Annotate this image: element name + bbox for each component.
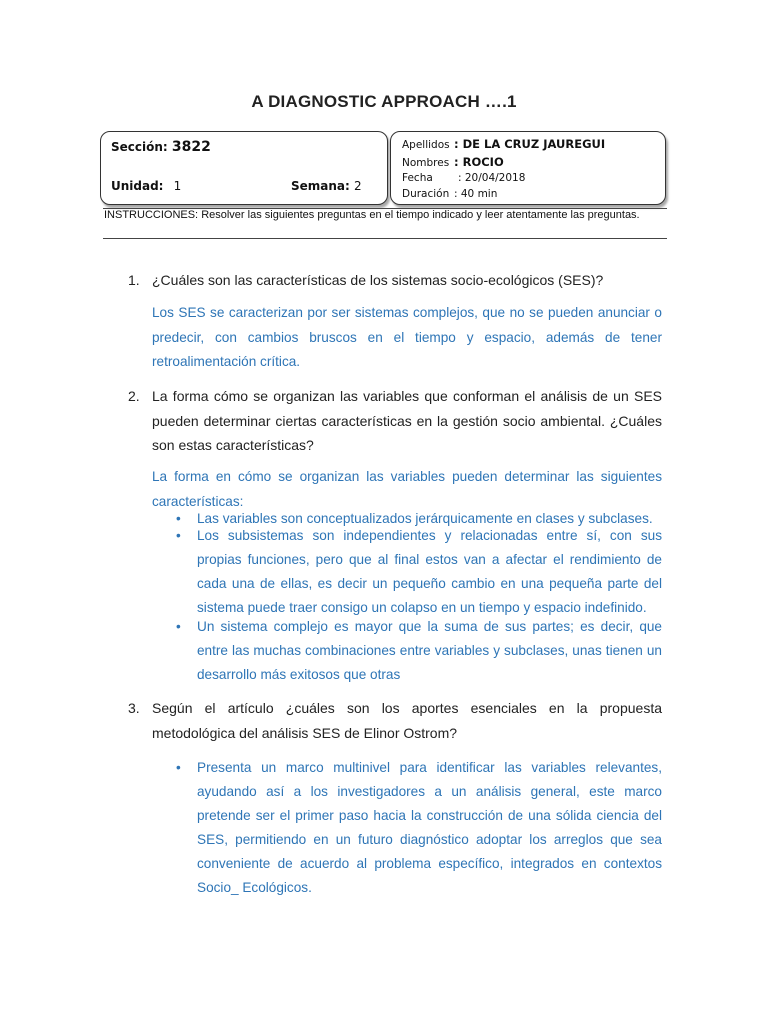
semana-value: 2 xyxy=(354,179,362,193)
fecha-value: : 20/04/2018 xyxy=(458,172,526,184)
bullet-icon: • xyxy=(176,619,181,634)
answer-2-bullet-3 xyxy=(176,615,662,687)
answer-2-bullet-2 xyxy=(176,524,662,620)
apellidos-label: Apellidos xyxy=(402,139,450,151)
bullet-icon: • xyxy=(176,760,181,775)
semana-label: Semana: xyxy=(291,179,350,193)
question-number: 3. xyxy=(128,700,140,716)
duracion-field xyxy=(402,188,497,200)
seccion-value: 3822 xyxy=(171,139,211,155)
answer-3-bullet-1 xyxy=(176,756,662,900)
instructions-text: Resolver las siguientes preguntas en el tiempo indicado y leer atentamente las preguntas. xyxy=(201,209,640,221)
unidad-field xyxy=(111,179,181,193)
seccion-field xyxy=(111,139,211,155)
seccion-label: Sección: xyxy=(111,140,168,154)
nombres-value: : ROCIO xyxy=(454,155,504,169)
duracion-value: : 40 min xyxy=(454,188,498,200)
question-2 xyxy=(128,384,662,458)
bullet-text: Presenta un marco multinivel para identificar las variables relevantes, ayudando así a los investigadores a un análisis general, este marco pretende ser el primer paso hacia la construcción de una sólida ciencia del SES, permitiendo en un futuro diagnóstico adoptar los arreglos que sea conveniente de acuerdo al problema específico, integrados en contextos Socio_ Ecológicos. xyxy=(197,760,662,895)
bullet-text: Las variables son conceptualizados jerárquicamente en clases y subclases. xyxy=(197,511,653,526)
question-text: Según el artículo ¿cuáles son los aportes esenciales en la propuesta metodológica del análisis SES de Elinor Ostrom? xyxy=(152,700,662,741)
instructions xyxy=(104,210,662,221)
student-info-box xyxy=(390,131,666,205)
fecha-label: Fecha xyxy=(402,172,433,184)
bullet-icon: • xyxy=(176,511,181,526)
question-1 xyxy=(128,268,662,293)
instructions-label: INSTRUCCIONES: xyxy=(104,209,199,221)
answer-1: Los SES se caracterizan por ser sistemas complejos, que no se pueden anunciar o predecir, con cambios bruscos en el tiempo y espacio, además de tener retroalimentación crítica. xyxy=(152,305,662,369)
nombres-label: Nombres xyxy=(402,157,450,169)
duracion-label: Duración xyxy=(402,188,450,200)
course-info-box xyxy=(100,131,388,205)
unidad-label: Unidad: xyxy=(111,179,164,193)
question-text: La forma cómo se organizan las variables que conforman el análisis de un SES pueden determinar ciertas características en la gestión socio ambiental. ¿Cuáles son estas características? xyxy=(152,388,662,453)
bullet-icon: • xyxy=(176,528,181,543)
document-title: A DIAGNOSTIC APPROACH ….1 xyxy=(251,92,517,111)
apellidos-field xyxy=(402,137,605,151)
question-number: 1. xyxy=(128,272,140,288)
apellidos-value: : DE LA CRUZ JAUREGUI xyxy=(454,137,606,151)
answer-2: La forma en cómo se organizan las variables pueden determinar las siguientes características: xyxy=(152,469,662,509)
bullet-text: Un sistema complejo es mayor que la suma de sus partes; es decir, que entre las muchas combinaciones entre variables y subclases, unas tienen un desarrollo más exitosos que otras xyxy=(197,619,662,682)
question-text: ¿Cuáles son las características de los sistemas socio-ecológicos (SES)? xyxy=(152,272,604,288)
question-3 xyxy=(128,696,662,745)
fecha-field xyxy=(402,172,525,184)
bullet-text: Los subsistemas son independientes y relacionadas entre sí, con sus propias funciones, pero que al final estos van a afectar el rendimiento de cada una de ellas, es decir un pequeño cambio en una pequeña parte del sistema puede traer consigo un colapso en un tiempo y espacio indefinido. xyxy=(197,528,662,615)
question-number: 2. xyxy=(128,388,140,404)
nombres-field xyxy=(402,155,504,169)
unidad-value: 1 xyxy=(173,179,182,193)
semana-field xyxy=(291,179,362,193)
instructions-bottom-rule xyxy=(103,238,667,239)
